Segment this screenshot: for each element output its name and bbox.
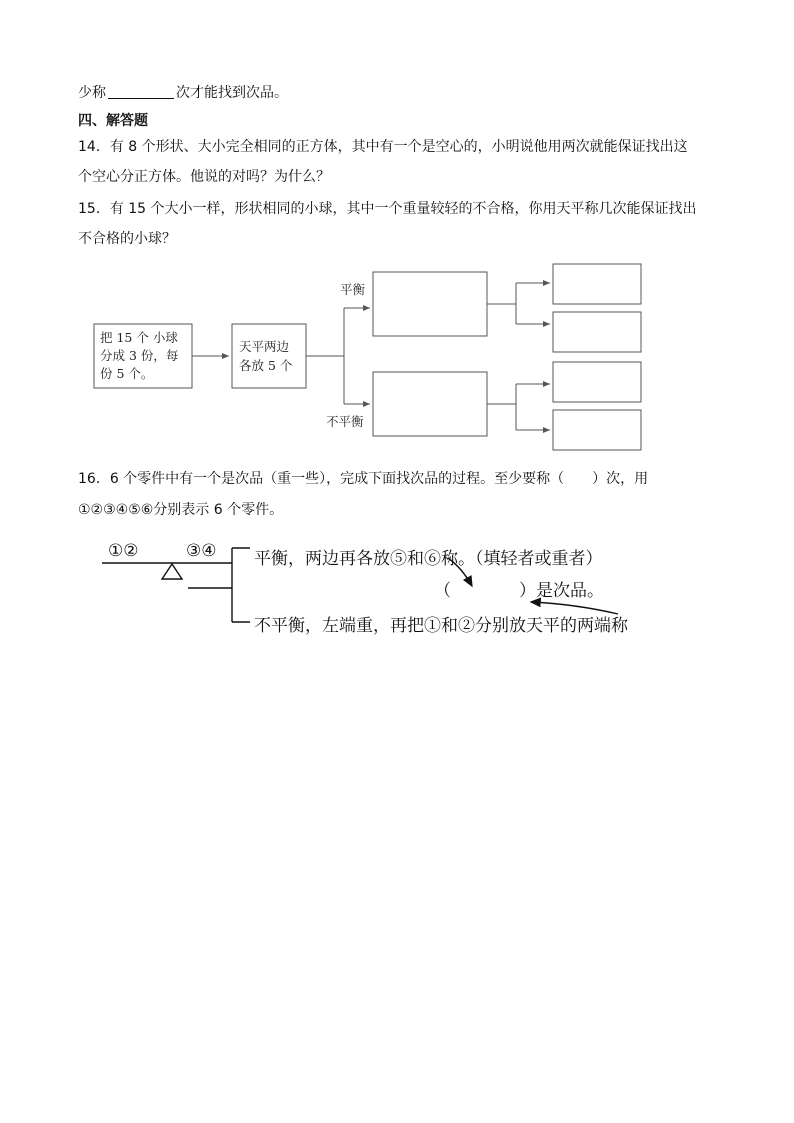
q15-box-weigh: [232, 324, 306, 388]
section-title: 四、解答题: [78, 113, 148, 129]
q15-answer-box-c: [553, 362, 641, 402]
q15-line2: 不合格的小球？: [78, 231, 176, 247]
q15-line1: 15．有 15 个大小一样，形状相同的小球，其中一个重量较轻的不合格，你用天平称几次能保证找出: [78, 201, 697, 217]
q16-left-pan: ①②: [108, 541, 139, 561]
q13-tail-line: [78, 82, 288, 102]
q16-line2: ①②③④⑤⑥分别表示 6 个零件。: [78, 502, 284, 518]
q15-balance-label: 平衡: [340, 282, 366, 297]
q15-box1-line1: 把 15 个 小球: [100, 330, 178, 345]
q14-line1: 14．有 8 个形状、大小完全相同的正方体，其中有一个是空心的，小明说他用两次就能保证找出这: [78, 139, 688, 155]
q15-box1-line2: 分成 3 份，每: [100, 348, 179, 363]
q15-box2-line1: 天平两边: [239, 339, 290, 354]
q16-branch2: 不平衡，左端重，再把①和②分别放天平的两端称: [254, 616, 628, 636]
q15-box2-line2: 各放 5 个: [239, 358, 293, 373]
q13-suffix: 次才能找到次品。: [176, 85, 288, 101]
q16-line1: 16．6 个零件中有一个是次品（重一些），完成下面找次品的过程。至少要称（ ）次，用: [78, 471, 649, 487]
q13-prefix: 少称: [78, 85, 106, 101]
q15-answer-box-unbalance: [373, 372, 487, 436]
q15-flowchart: [0, 256, 794, 456]
q15-answer-box-a: [553, 264, 641, 304]
q15-unbalance-label: 不平衡: [326, 414, 364, 429]
q15-answer-box-balance: [373, 272, 487, 336]
q14-line2: 个空心分正方体。他说的对吗？为什么？: [78, 169, 330, 185]
q16-right-pan: ③④: [186, 541, 217, 561]
q16-branch1: 平衡，两边再各放⑤和⑥称。（填轻者或重者）: [254, 549, 603, 569]
q16-diagram: [0, 530, 794, 650]
q15-box1-line3: 份 5 个。: [100, 366, 154, 381]
q13-answer-blank[interactable]: [108, 84, 174, 99]
q16-result: （ ）是次品。: [434, 581, 604, 601]
q15-answer-box-b: [553, 312, 641, 352]
balance-fulcrum: [162, 564, 182, 579]
q15-answer-box-d: [553, 410, 641, 450]
